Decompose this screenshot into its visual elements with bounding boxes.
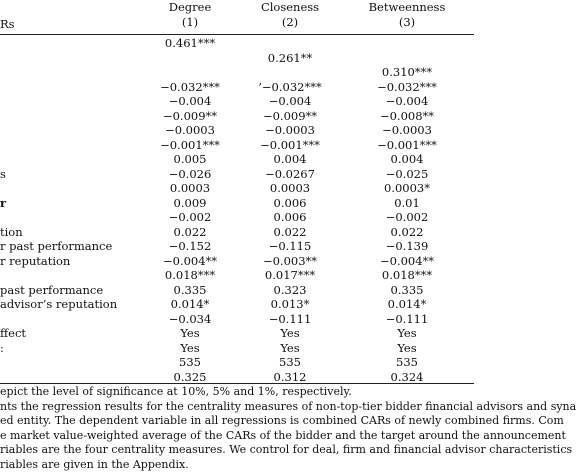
closeness-cell: 0.017*** [264,268,316,282]
degree-cell: −0.032*** [160,79,220,94]
degree-cell: −0.034 [168,311,212,326]
note-line: nts the regression results for the centrality measures of non-top-tier bidder financial advisors and syna [0,399,576,413]
betweenness-cell: −0.0003 [382,123,432,137]
row-label: s [0,166,6,181]
row-label: r [0,195,7,210]
table-row [0,297,474,312]
row-label: tion [0,224,23,239]
note-line: riables are given in the Appendix. [0,458,189,471]
betweenness-cell: −0.025 [385,166,429,181]
betweenness-cell: −0.004** [379,253,435,268]
degree-cell: 0.325 [173,369,207,384]
closeness-cell: 0.004 [273,152,307,166]
closeness-cell: −0.001*** [260,137,320,152]
table-row [0,326,474,341]
note-line: e market value-weighted average of the CARs of the bidder and the target around the announcement [0,428,566,442]
degree-cell: −0.002 [168,210,212,224]
table-row [0,355,474,370]
betweenness-cell: −0.008** [379,108,435,123]
betweenness-cell: −0.002 [385,210,429,224]
row-label: past performance [0,282,104,297]
table-row [0,123,474,138]
closeness-cell: −0.111 [268,311,312,326]
table-row [0,312,474,327]
degree-cell: −0.0003 [165,123,215,137]
betweenness-cell: −0.004 [385,94,429,108]
row-label: ffect [0,326,27,340]
header-label [0,17,474,32]
betweenness-cell: 0.014* [387,297,427,311]
closeness-cell: 535 [279,355,301,369]
table-row [0,167,474,182]
note-line: ed entity. The dependent variable in all regressions is combined CARs of newly combined firms. Com [0,414,564,428]
degree-cell: Yes [180,340,200,355]
betweenness-cell: 0.004 [390,152,424,166]
header-closeness-name: Closeness [260,0,320,14]
betweenness-cell: −0.139 [385,239,429,253]
closeness-cell: 0.312 [273,369,307,384]
table-row [0,341,474,356]
table-row [0,51,474,66]
table-row [0,109,474,124]
closeness-cell: ’−0.032*** [258,79,322,94]
header-rule [0,34,474,35]
table-row [0,152,474,167]
closeness-cell: −0.009** [262,108,318,123]
table-row [0,370,474,385]
closeness-cell: 0.261** [267,50,313,65]
note-line: epict the level of significance at 10%, 5% and 1%, respectively. [0,385,352,398]
closeness-cell: 0.323 [273,282,307,297]
note-line: riables are the four centrality measures. We control for deal, firm and financial advisor characteristics [0,443,573,457]
header-degree-name: Degree [168,0,212,14]
betweenness-cell: −0.001*** [377,137,437,152]
closeness-cell: −0.004 [268,94,312,108]
closeness-cell: 0.006 [273,210,307,224]
closeness-cell: Yes [280,340,300,355]
table-row [0,138,474,153]
header-betweenness-name: Betweenness [368,0,446,14]
table-row [0,268,474,283]
degree-cell: −0.152 [168,239,212,253]
betweenness-cell: Yes [397,340,417,355]
degree-cell: −0.026 [168,166,212,181]
table-row [0,65,474,80]
table-row [0,283,474,298]
row-label: r reputation [0,253,71,268]
row-label: advisor’s reputation [0,297,118,311]
degree-cell: Yes [180,326,200,340]
table-row [0,94,474,109]
closeness-cell: −0.115 [268,239,312,253]
table-row [0,239,474,254]
betweenness-cell: −0.111 [385,311,429,326]
degree-cell: 0.335 [173,282,207,297]
betweenness-cell: 0.324 [390,369,424,384]
betweenness-cell: 0.01 [394,195,420,210]
degree-cell: 0.461*** [164,36,216,50]
closeness-cell: Yes [280,326,300,340]
betweenness-cell: 0.310*** [381,65,433,79]
row-label: : [0,340,4,355]
degree-cell: −0.001*** [160,137,220,152]
betweenness-cell: 0.018*** [381,268,433,282]
table-row [0,80,474,95]
table-row [0,181,474,196]
table-row [0,36,474,51]
betweenness-cell: 0.022 [390,224,424,239]
degree-cell: 0.022 [173,224,207,239]
closeness-cell: 0.0003 [269,181,311,195]
degree-cell: 0.014* [170,297,210,311]
betweenness-cell: 535 [396,355,418,369]
row-label: r past performance [0,239,113,253]
closeness-cell: −0.0003 [265,123,315,137]
closeness-cell: −0.003** [262,253,318,268]
table-row [0,196,474,211]
closeness-cell: 0.022 [273,224,307,239]
table-row [0,225,474,240]
degree-cell: 0.005 [173,152,207,166]
closeness-cell: −0.0267 [265,166,315,181]
betweenness-cell: 0.335 [390,282,424,297]
degree-cell: −0.009** [162,108,218,123]
bottom-rule [0,383,474,384]
header-label-text: Rs [0,17,15,31]
closeness-cell: 0.006 [273,195,307,210]
degree-cell: 0.009 [173,195,207,210]
closeness-cell: 0.013* [270,297,310,311]
degree-cell: 535 [179,355,201,369]
degree-cell: −0.004 [168,94,212,108]
header-closeness-num: (2) [281,15,299,29]
table-row [0,210,474,225]
header-betweenness-num: (3) [398,15,416,29]
betweenness-cell: −0.032*** [377,79,437,94]
betweenness-cell: Yes [397,326,417,340]
header-degree-num: (1) [181,15,199,29]
degree-cell: 0.0003 [169,181,211,195]
betweenness-cell: 0.0003* [384,181,430,195]
degree-cell: −0.004** [162,253,218,268]
degree-cell: 0.018*** [164,268,216,282]
table-row [0,254,474,269]
